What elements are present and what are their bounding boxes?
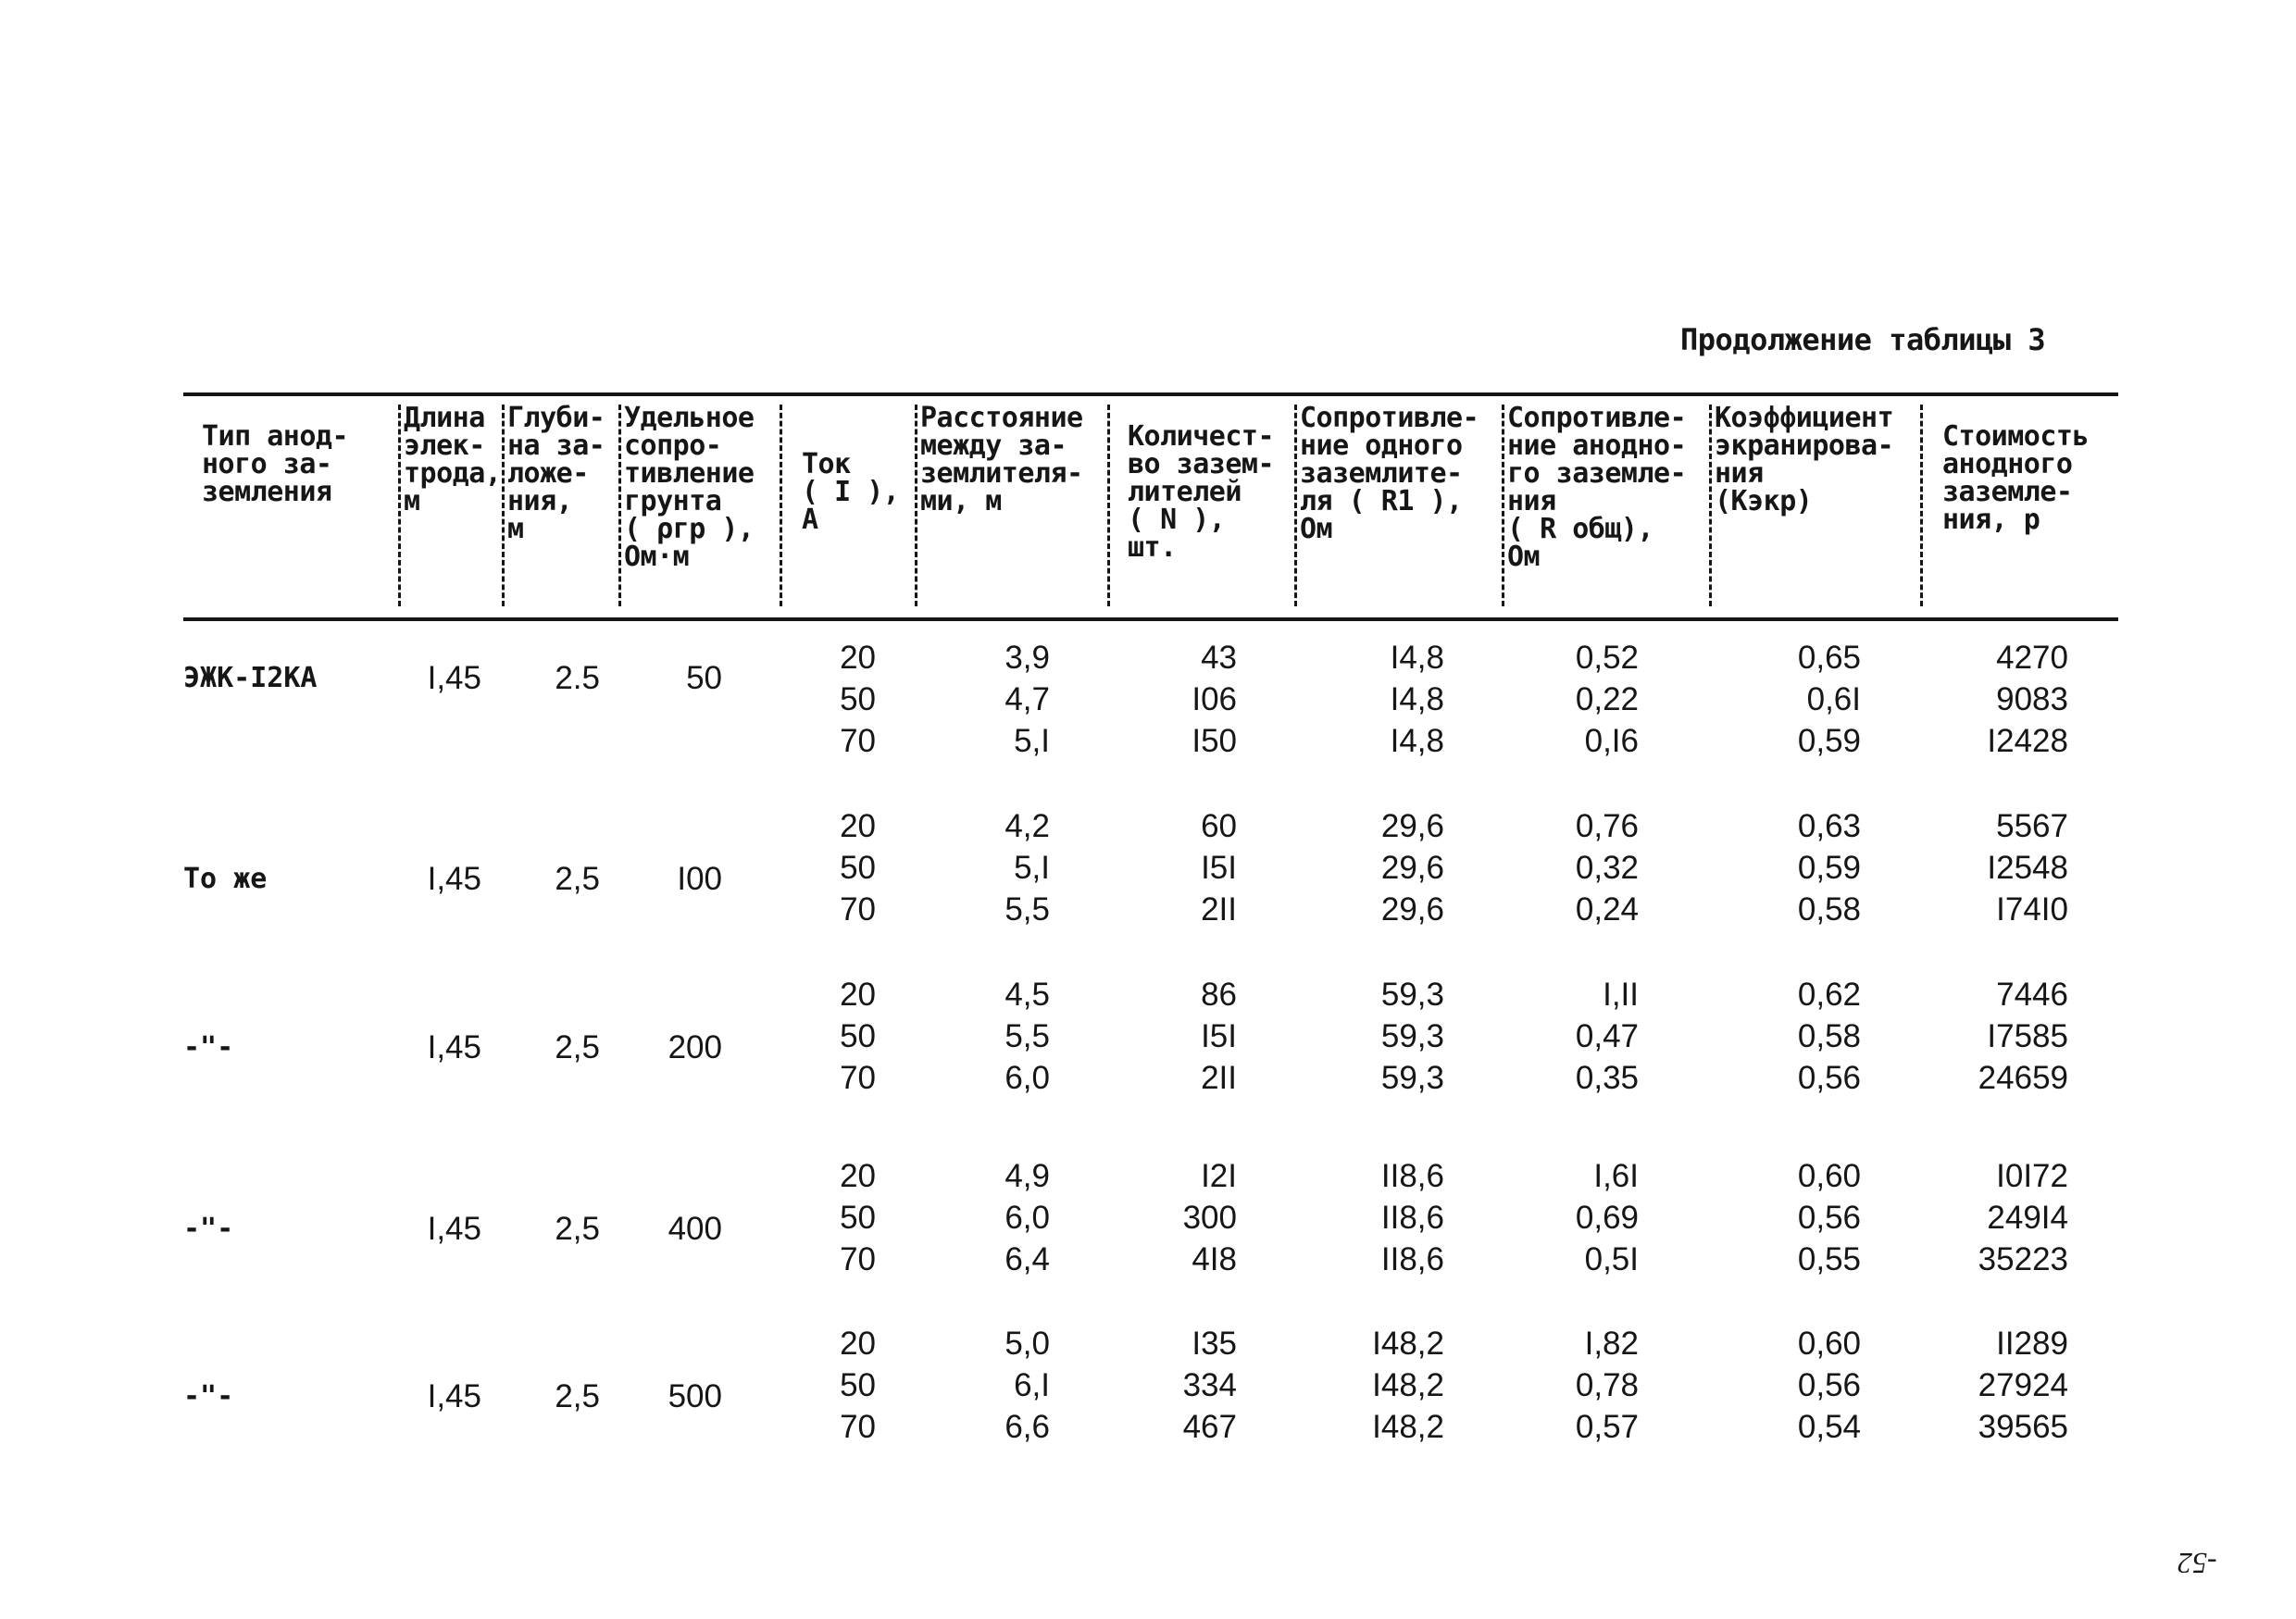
cell-kscr: 0,56 [1797, 1367, 1861, 1403]
cell-anode-type: -"- [183, 1380, 234, 1413]
cell-kscr: 0,63 [1797, 808, 1861, 844]
cell-current: 20 [840, 1326, 876, 1362]
cell-laying-depth: 2.5 [555, 660, 600, 696]
cell-cost: 4270 [1996, 640, 2068, 676]
header-grounder-count: Количест- во зазем- лителей ( N ), шт. [1128, 420, 1275, 564]
cell-current: 50 [840, 1018, 876, 1054]
cell-count: 86 [1201, 977, 1237, 1013]
page-number: -52 [2177, 1547, 2217, 1580]
cell-kscr: 0,58 [1797, 1018, 1861, 1054]
header-single-resistance: Сопротивле- ние одного заземлите- ля ( R1 ), Ом [1300, 402, 1479, 545]
cell-cost: 24659 [1978, 1060, 2068, 1096]
cell-r1: I4,8 [1390, 723, 1444, 759]
cell-kscr: 0,54 [1797, 1409, 1861, 1445]
cell-soil-resistivity: 200 [668, 1029, 722, 1065]
cell-rtotal: 0,52 [1575, 640, 1639, 676]
cell-distance: 4,5 [1004, 977, 1050, 1013]
cell-distance: 6,0 [1004, 1060, 1050, 1096]
cell-rtotal: 0,78 [1575, 1367, 1639, 1403]
cell-current: 50 [840, 1200, 876, 1236]
cell-soil-resistivity: 500 [668, 1378, 722, 1414]
cell-cost: 5567 [1996, 808, 2068, 844]
cell-distance: 6,6 [1004, 1409, 1050, 1445]
cell-kscr: 0,65 [1797, 640, 1861, 676]
cell-current: 20 [840, 640, 876, 676]
cell-count: 4I8 [1192, 1241, 1237, 1277]
cell-rtotal: 0,47 [1575, 1018, 1639, 1054]
cell-distance: 4,2 [1004, 808, 1050, 844]
cell-laying-depth: 2,5 [555, 1378, 600, 1414]
cell-count: I5I [1201, 850, 1237, 886]
cell-cost: I2548 [1987, 850, 2068, 886]
cell-r1: 59,3 [1380, 1060, 1444, 1096]
cell-distance: 4,7 [1004, 681, 1050, 717]
cell-count: 2II [1201, 1060, 1237, 1096]
header-total-resistance: Сопротивле- ние анодно- го заземле- ния ( R общ), Ом [1507, 402, 1687, 573]
cell-r1: 59,3 [1380, 1018, 1444, 1054]
cell-rtotal: 0,35 [1575, 1060, 1639, 1096]
cell-rtotal: 0,24 [1575, 891, 1639, 928]
header-current: Ток ( I ), А [802, 448, 900, 536]
cell-kscr: 0,58 [1797, 891, 1861, 928]
cell-count: I5I [1201, 1018, 1237, 1054]
cell-r1: 29,6 [1380, 850, 1444, 886]
cell-distance: 3,9 [1004, 640, 1050, 676]
cell-rtotal: 0,5I [1584, 1241, 1639, 1277]
cell-cost: I2428 [1987, 723, 2068, 759]
cell-rtotal: 0,I6 [1584, 723, 1639, 759]
cell-distance: 6,4 [1004, 1241, 1050, 1277]
header-anode-type: Тип анод- ного за- земления [202, 420, 349, 508]
cell-current: 70 [840, 723, 876, 759]
cell-kscr: 0,60 [1797, 1326, 1861, 1362]
cell-distance: 6,0 [1004, 1200, 1050, 1236]
cell-count: I35 [1192, 1326, 1237, 1362]
cell-soil-resistivity: 400 [668, 1211, 722, 1247]
cell-soil-resistivity: 50 [686, 660, 722, 696]
cell-anode-type: -"- [183, 1031, 234, 1064]
cell-r1: I48,2 [1372, 1367, 1444, 1403]
cell-kscr: 0,56 [1797, 1060, 1861, 1096]
cell-current: 20 [840, 977, 876, 1013]
cell-rtotal: 0,76 [1575, 808, 1639, 844]
cell-cost: 39565 [1978, 1409, 2068, 1445]
cell-anode-type: -"- [183, 1213, 234, 1245]
cell-distance: 5,5 [1004, 891, 1050, 928]
cell-rtotal: I,82 [1584, 1326, 1639, 1362]
cell-electrode-length: I,45 [427, 1029, 481, 1065]
cell-r1: I48,2 [1372, 1326, 1444, 1362]
cell-cost: 27924 [1978, 1367, 2068, 1403]
cell-electrode-length: I,45 [427, 1378, 481, 1414]
cell-distance: 5,5 [1004, 1018, 1050, 1054]
cell-soil-resistivity: I00 [677, 861, 722, 897]
cell-electrode-length: I,45 [427, 1211, 481, 1247]
cell-laying-depth: 2,5 [555, 861, 600, 897]
cell-r1: II8,6 [1380, 1241, 1444, 1277]
cell-kscr: 0,59 [1797, 850, 1861, 886]
cell-cost: I74I0 [1996, 891, 2068, 928]
cell-count: I2I [1201, 1158, 1237, 1194]
cell-rtotal: 0,57 [1575, 1409, 1639, 1445]
cell-cost: 7446 [1996, 977, 2068, 1013]
cell-current: 50 [840, 1367, 876, 1403]
cell-count: 60 [1201, 808, 1237, 844]
cell-current: 70 [840, 1241, 876, 1277]
cell-current: 70 [840, 1060, 876, 1096]
cell-distance: 4,9 [1004, 1158, 1050, 1194]
cell-r1: I4,8 [1390, 681, 1444, 717]
header-electrode-length: Длина элек- трода, м [404, 402, 502, 517]
cell-distance: 6,I [1014, 1367, 1050, 1403]
cell-count: I06 [1192, 681, 1237, 717]
cell-kscr: 0,59 [1797, 723, 1861, 759]
cell-rtotal: I,II [1603, 977, 1639, 1013]
cell-rtotal: 0,32 [1575, 850, 1639, 886]
cell-laying-depth: 2,5 [555, 1211, 600, 1247]
cell-cost: 35223 [1978, 1241, 2068, 1277]
cell-count: 43 [1201, 640, 1237, 676]
cell-r1: II8,6 [1380, 1158, 1444, 1194]
cell-current: 20 [840, 1158, 876, 1194]
cell-r1: II8,6 [1380, 1200, 1444, 1236]
cell-rtotal: 0,22 [1575, 681, 1639, 717]
cell-r1: 29,6 [1380, 891, 1444, 928]
cell-count: 334 [1182, 1367, 1237, 1403]
cell-distance: 5,I [1014, 850, 1050, 886]
cell-laying-depth: 2,5 [555, 1029, 600, 1065]
cell-kscr: 0,60 [1797, 1158, 1861, 1194]
cell-kscr: 0,62 [1797, 977, 1861, 1013]
header-soil-resistivity: Удельное сопро- тивление грунта ( ρгр ), Ом·м [624, 402, 755, 573]
cell-anode-type: ЭЖК-I2КА [183, 662, 318, 694]
cell-cost: 249I4 [1987, 1200, 2068, 1236]
cell-cost: I7585 [1987, 1018, 2068, 1054]
cell-rtotal: 0,69 [1575, 1200, 1639, 1236]
cell-electrode-length: I,45 [427, 861, 481, 897]
cell-anode-type: То же [183, 863, 268, 895]
cell-cost: I0I72 [1996, 1158, 2068, 1194]
cell-cost: II289 [1996, 1326, 2068, 1362]
cell-r1: 59,3 [1380, 977, 1444, 1013]
cell-distance: 5,I [1014, 723, 1050, 759]
cell-kscr: 0,55 [1797, 1241, 1861, 1277]
cell-current: 70 [840, 1409, 876, 1445]
cell-r1: I48,2 [1372, 1409, 1444, 1445]
cell-kscr: 0,56 [1797, 1200, 1861, 1236]
cell-distance: 5,0 [1004, 1326, 1050, 1362]
cell-count: 300 [1182, 1200, 1237, 1236]
cell-r1: 29,6 [1380, 808, 1444, 844]
cell-rtotal: I,6I [1593, 1158, 1639, 1194]
cell-current: 50 [840, 850, 876, 886]
cell-count: 467 [1182, 1409, 1237, 1445]
cell-cost: 9083 [1996, 681, 2068, 717]
cell-count: 2II [1201, 891, 1237, 928]
cell-electrode-length: I,45 [427, 660, 481, 696]
table-caption: Продолжение таблицы 3 [1680, 322, 2046, 357]
cell-current: 20 [840, 808, 876, 844]
cell-r1: I4,8 [1390, 640, 1444, 676]
cell-current: 70 [840, 891, 876, 928]
header-cost: Стоимость анодного заземле- ния, р [1942, 420, 2090, 536]
header-laying-depth: Глуби- на за- ложе- ния, м [507, 402, 605, 545]
cell-count: I50 [1192, 723, 1237, 759]
cell-kscr: 0,6I [1806, 681, 1861, 717]
cell-current: 50 [840, 681, 876, 717]
header-screening-coefficient: Коэффициент экранирова- ния (Кэкр) [1715, 402, 1894, 517]
header-distance: Расстояние между за- землителя- ми, м [920, 402, 1083, 517]
